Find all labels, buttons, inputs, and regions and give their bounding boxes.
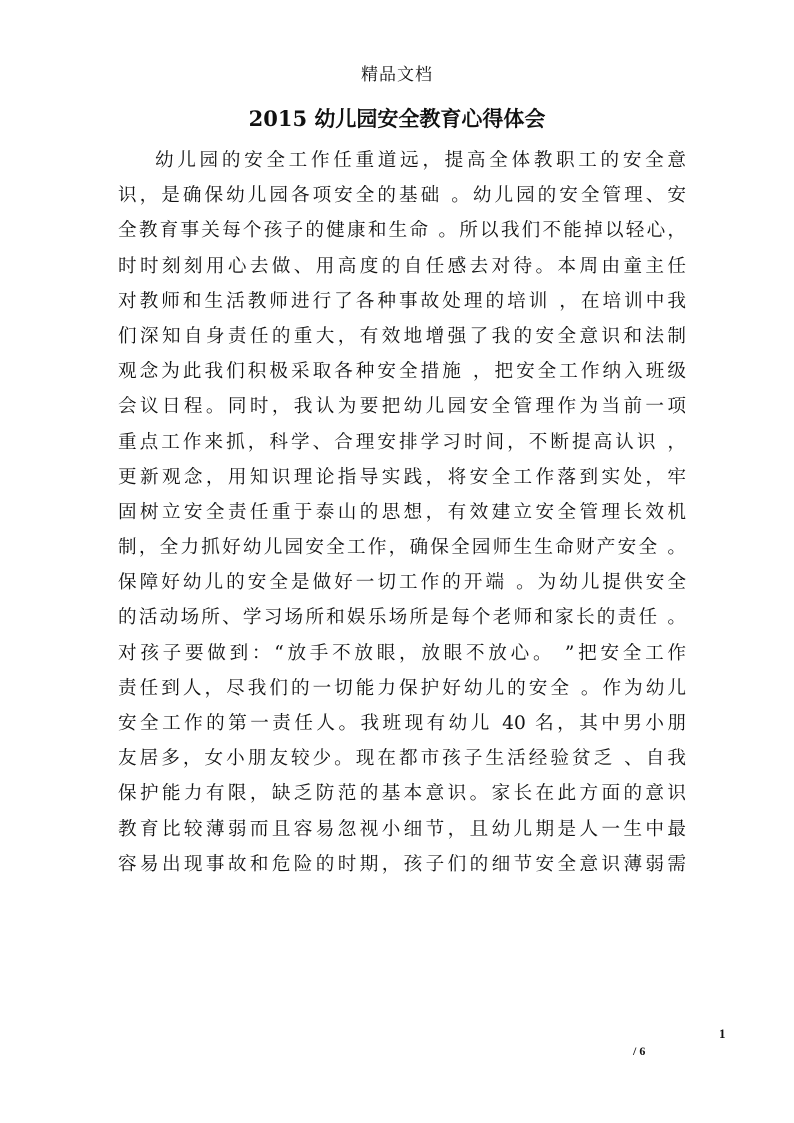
body-line: 会议日程。同时，我认为要把幼儿园安全管理作为当前一项 bbox=[118, 396, 686, 418]
document-title: 2015 幼儿园安全教育心得体会 bbox=[248, 106, 546, 131]
body-line: 幼儿园的安全工作任重道远，提高全体教职工的安全意 bbox=[155, 150, 686, 171]
page-total: / 6 bbox=[633, 1044, 646, 1058]
body-line: 教育比较薄弱而且容易忽视小细节，且幼儿期是人一生中最 bbox=[118, 818, 686, 840]
body-line: 重点工作来抓，科学、合理安排学习时间，不断提高认识 ， bbox=[118, 431, 686, 453]
body-line: 容易出现事故和危险的时期，孩子们的细节安全意识薄弱需 bbox=[118, 853, 686, 875]
body-line: 对教师和生活教师进行了各种事故处理的培训 ，在培训中我 bbox=[118, 290, 686, 312]
body-line: 们深知自身责任的重大，有效地增强了我的安全意识和法制 bbox=[118, 325, 686, 347]
body-line: 观念为此我们积极采取各种安全措施 ，把安全工作纳入班级 bbox=[118, 361, 686, 383]
body-line: 时时刻刻用心去做、用高度的自任感去对待。本周由童主任 bbox=[118, 255, 686, 277]
document-header-label: 精品文档 bbox=[361, 65, 433, 85]
document-body bbox=[118, 143, 686, 882]
body-line: 更新观念，用知识理论指导实践，将安全工作落到实处，牢 bbox=[118, 466, 686, 488]
body-line: 友居多，女小朋友较少。现在都市孩子生活经验贫乏 、自我 bbox=[118, 748, 686, 770]
body-line: 安全工作的第一责任人。我班现有幼儿 40 名，其中男小朋 bbox=[118, 713, 686, 734]
body-line: 保护能力有限，缺乏防范的基本意识。家长在此方面的意识 bbox=[118, 783, 686, 805]
body-line: 对孩子要做到：“放手不放眼，放眼不放心。 ”把安全工作 bbox=[118, 642, 686, 664]
body-line: 全教育事关每个孩子的健康和生命 。所以我们不能掉以轻心， bbox=[118, 220, 686, 242]
page-number: 1 bbox=[719, 1026, 726, 1041]
body-line: 责任到人，尽我们的一切能力保护好幼儿的安全 。作为幼儿 bbox=[118, 677, 686, 699]
body-line: 固树立安全责任重于泰山的思想，有效建立安全管理长效机 bbox=[118, 501, 686, 523]
body-line: 识，是确保幼儿园各项安全的基础 。幼儿园的安全管理、安 bbox=[118, 185, 686, 207]
body-line: 的活动场所、学习场所和娱乐场所是每个老师和家长的责任 。 bbox=[118, 607, 686, 629]
body-line: 制，全力抓好幼儿园安全工作，确保全园师生生命财产安全 。 bbox=[118, 537, 686, 559]
body-line: 保障好幼儿的安全是做好一切工作的开端 。为幼儿提供安全 bbox=[118, 572, 686, 594]
